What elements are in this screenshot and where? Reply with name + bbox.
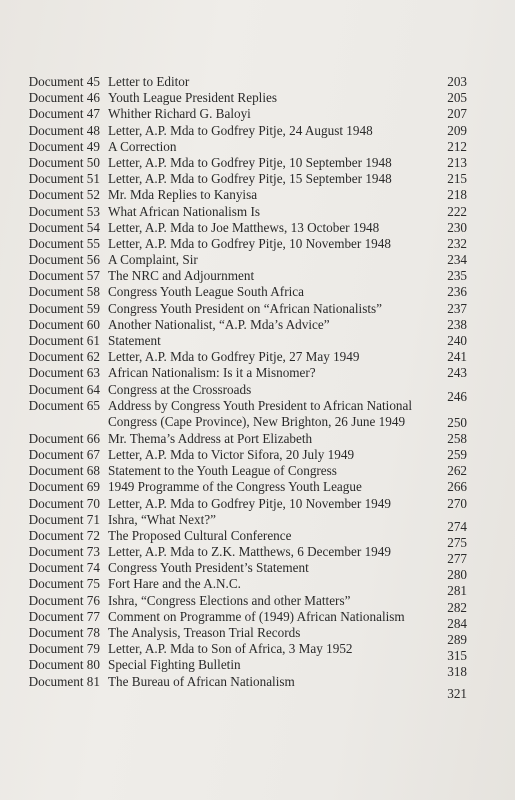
document-number: Document 79 [28, 641, 100, 657]
toc-entry [0, 333, 515, 349]
document-title: Special Fighting Bulletin [108, 657, 241, 673]
page-number: 218 [447, 187, 467, 203]
document-title-line-2: Congress (Cape Province), New Brighton, 26 June 1949 [108, 414, 406, 430]
document-title: Letter, A.P. Mda to Son of Africa, 3 May 1952 [108, 641, 353, 657]
document-title: Statement [108, 333, 161, 348]
document-title: Letter, A.P. Mda to Godfrey Pitje, 15 September 1948 [108, 171, 392, 187]
document-number: Document 68 [28, 463, 100, 479]
document-title: Congress Youth League South Africa [108, 284, 304, 300]
document-number: Document 64 [28, 381, 100, 397]
toc-entry [0, 641, 515, 664]
page-number: 270 [447, 495, 467, 511]
toc-entry [0, 317, 515, 333]
toc-entry [0, 511, 515, 534]
page-number: 238 [447, 316, 467, 332]
toc-entry [0, 657, 515, 680]
toc-entry [0, 155, 515, 171]
document-number: Document 51 [28, 171, 100, 187]
document-number: Document 75 [28, 576, 100, 592]
document-title [108, 398, 412, 431]
toc-entry [0, 301, 515, 317]
document-number: Document 76 [28, 592, 100, 608]
toc-entry [0, 381, 515, 404]
page-number: 240 [447, 333, 467, 348]
document-number: Document 66 [28, 430, 100, 446]
document-title: The Analysis, Treason Trial Records [108, 625, 301, 640]
document-title: Ishra, “What Next?” [108, 511, 217, 527]
toc-entry [0, 479, 515, 495]
page-number: 209 [447, 122, 467, 138]
document-number: Document 73 [28, 544, 100, 560]
toc-entry [0, 576, 515, 599]
page-number: 315 [447, 648, 467, 664]
toc-entry [0, 187, 515, 203]
toc-entry [0, 625, 515, 647]
page-number: 250 [447, 414, 467, 430]
page-number: 258 [447, 430, 467, 446]
document-number: Document 65 [28, 397, 100, 413]
document-title: Mr. Thema’s Address at Port Elizabeth [108, 430, 313, 446]
document-title: Letter, A.P. Mda to Victor Sifora, 20 July 1949 [108, 446, 355, 462]
document-title: The Bureau of African Nationalism [108, 673, 295, 689]
toc-entry [0, 592, 515, 615]
page-number: 259 [447, 446, 467, 462]
toc-entry [0, 544, 515, 567]
page-number: 266 [447, 479, 467, 495]
page-number: 234 [447, 252, 467, 268]
document-number: Document 77 [28, 608, 100, 624]
toc-entry [0, 106, 515, 122]
document-number: Document 63 [28, 365, 100, 381]
document-number: Document 54 [28, 219, 100, 235]
toc-entry [0, 560, 515, 583]
page-number: 230 [447, 219, 467, 235]
toc-entry [0, 74, 515, 90]
toc-entry [0, 447, 515, 463]
page-number: 235 [447, 268, 467, 284]
toc-entry [0, 527, 515, 550]
document-number: Document 59 [28, 300, 100, 316]
toc-entry [0, 220, 515, 236]
page-number: 237 [447, 300, 467, 316]
document-number: Document 56 [28, 252, 100, 268]
page-number: 236 [447, 284, 467, 300]
document-number: Document 74 [28, 560, 100, 576]
document-number: Document 55 [28, 235, 100, 251]
document-title: Congress Youth President on “African Nationalists” [108, 300, 382, 316]
document-number: Document 49 [28, 138, 100, 154]
toc-entry [0, 349, 515, 365]
page-number: 277 [447, 551, 467, 567]
document-number: Document 69 [28, 479, 100, 495]
toc-entry [0, 496, 515, 512]
page-number: 274 [447, 518, 467, 534]
document-number: Document 52 [28, 187, 100, 203]
document-title: Letter, A.P. Mda to Godfrey Pitje, 10 November 1948 [108, 235, 391, 251]
page-number: 282 [447, 599, 467, 615]
page-number: 281 [447, 583, 467, 599]
toc-entry [0, 608, 515, 631]
toc-entry [0, 673, 515, 701]
document-title: African Nationalism: Is it a Misnomer? [108, 365, 316, 381]
document-number: Document 57 [28, 268, 100, 284]
document-title: Another Nationalist, “A.P. Mda’s Advice” [108, 316, 330, 332]
document-number: Document 53 [28, 203, 100, 219]
page-number: 241 [447, 349, 467, 365]
toc-entry [0, 284, 515, 300]
document-title: Statement to the Youth League of Congress [108, 463, 337, 479]
toc-entry [0, 252, 515, 268]
page-number: 275 [447, 534, 467, 550]
document-title: Ishra, “Congress Elections and other Matters” [108, 592, 351, 608]
document-number: Document 61 [28, 333, 100, 348]
document-title: Congress Youth President’s Statement [108, 560, 309, 576]
document-title: A Correction [108, 138, 177, 154]
page-number: 289 [447, 632, 467, 647]
document-title: Mr. Mda Replies to Kanyisa [108, 187, 258, 203]
document-title: What African Nationalism Is [108, 203, 260, 219]
document-title: Letter, A.P. Mda to Joe Matthews, 13 October 1948 [108, 219, 380, 235]
toc-entry [0, 268, 515, 284]
page-number: 213 [447, 154, 467, 170]
document-title: Letter, A.P. Mda to Godfrey Pitje, 27 May 1949 [108, 349, 360, 365]
page-number: 321 [447, 685, 467, 701]
document-title: Letter, A.P. Mda to Z.K. Matthews, 6 December 1949 [108, 544, 391, 560]
toc-entry [0, 398, 515, 431]
page-number: 222 [447, 203, 467, 219]
document-title: The Proposed Cultural Conference [108, 527, 292, 543]
document-title: Fort Hare and the A.N.C. [108, 576, 241, 592]
page-number: 284 [447, 615, 467, 631]
document-title: Letter to Editor [108, 74, 190, 89]
document-number: Document 62 [28, 349, 100, 365]
document-number: Document 48 [28, 122, 100, 138]
document-title: Whither Richard G. Baloyi [108, 106, 251, 122]
document-number: Document 46 [28, 90, 100, 106]
document-number: Document 60 [28, 316, 100, 332]
document-title: Comment on Programme of (1949) African Nationalism [108, 608, 405, 624]
page-number: 243 [447, 365, 467, 381]
document-title: Letter, A.P. Mda to Godfrey Pitje, 10 September 1948 [108, 154, 392, 170]
page-number: 262 [447, 463, 467, 479]
page-number: 203 [447, 74, 467, 89]
page-number: 318 [447, 664, 467, 680]
document-number: Document 45 [28, 74, 100, 89]
document-number: Document 70 [28, 495, 100, 511]
page-number: 280 [447, 567, 467, 583]
document-number: Document 47 [28, 106, 100, 122]
document-title: A Complaint, Sir [108, 252, 198, 268]
toc-entry [0, 139, 515, 155]
toc-entry [0, 365, 515, 381]
page-number: 232 [447, 235, 467, 251]
document-title: The NRC and Adjournment [108, 268, 255, 284]
page-number: 215 [447, 171, 467, 187]
document-number: Document 67 [28, 446, 100, 462]
document-number: Document 50 [28, 154, 100, 170]
toc-entry [0, 123, 515, 139]
toc-entry [0, 204, 515, 220]
page-number: 207 [447, 106, 467, 122]
table-of-contents [0, 74, 515, 701]
document-title: Congress at the Crossroads [108, 381, 252, 397]
document-number: Document 71 [28, 511, 100, 527]
document-title-line-1: Address by Congress Youth President to African National [108, 397, 413, 413]
page-number: 205 [447, 90, 467, 106]
page-number: 212 [447, 138, 467, 154]
document-title: Youth League President Replies [108, 90, 277, 106]
document-number: Document 78 [28, 625, 100, 640]
toc-entry [0, 463, 515, 479]
document-number: Document 72 [28, 527, 100, 543]
toc-entry [0, 90, 515, 106]
toc-entry [0, 236, 515, 252]
document-title: Letter, A.P. Mda to Godfrey Pitje, 10 November 1949 [108, 495, 391, 511]
document-title: Letter, A.P. Mda to Godfrey Pitje, 24 August 1948 [108, 122, 373, 138]
toc-entry [0, 431, 515, 447]
toc-entry [0, 171, 515, 187]
document-title: 1949 Programme of the Congress Youth League [108, 479, 362, 495]
page-number: 246 [447, 388, 467, 404]
document-number: Document 58 [28, 284, 100, 300]
document-number: Document 80 [28, 657, 100, 673]
document-number: Document 81 [28, 673, 100, 689]
